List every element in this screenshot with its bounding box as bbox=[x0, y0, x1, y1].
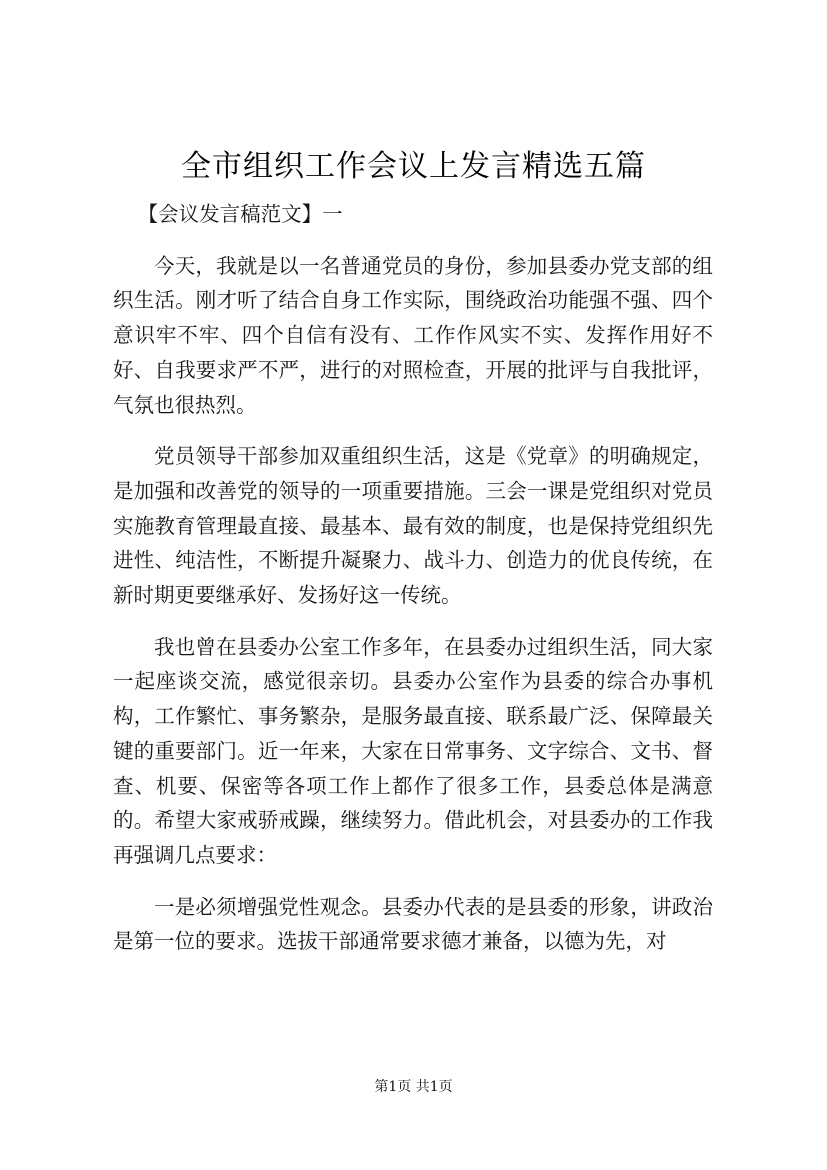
paragraph-4: 一是必须增强党性观念。县委办代表的是县委的形象，讲政治是第一位的要求。选拔干部通常要求德才兼备，以德为先，对 bbox=[113, 894, 713, 954]
paragraph-1: 今天，我就是以一名普通党员的身份，参加县委办党支部的组织生活。刚才听了结合自身工作实际，围绕政治功能强不强、四个意识牢不牢、四个自信有没有、工作作风实不实、发挥作用好不好、自我要求严不严，进行的对照检查，开展的批评与自我批评，气氛也很热烈。 bbox=[113, 253, 713, 417]
section-heading: 【会议发言稿范文】一 bbox=[137, 202, 343, 226]
paragraph-2: 党员领导干部参加双重组织生活，这是《党章》的明确规定，是加强和改善党的领导的一项重要措施。三会一课是党组织对党员实施教育管理最直接、最基本、最有效的制度，也是保持党组织先进性、纯洁性，不断提升凝聚力、战斗力、创造力的优良传统，在新时期更要继承好、发扬好这一传统。 bbox=[113, 444, 713, 608]
document-title: 全市组织工作会议上发言精选五篇 bbox=[181, 149, 646, 184]
document-body bbox=[113, 197, 713, 959]
paragraph-3: 我也曾在县委办公室工作多年，在县委办过组织生活，同大家一起座谈交流，感觉很亲切。县委办公室作为县委的综合办事机构，工作繁忙、事务繁杂，是服务最直接、联系最广泛、保障最关键的重要部门。近一年来，大家在日常事务、文字综合、文书、督查、机要、保密等各项工作上都作了很多工作，县委总体是满意的。希望大家戒骄戒躁，继续努力。借此机会，对县委办的工作我再强调几点要求： bbox=[113, 634, 713, 867]
page-footer: 第1页 共1页 bbox=[374, 1079, 453, 1095]
